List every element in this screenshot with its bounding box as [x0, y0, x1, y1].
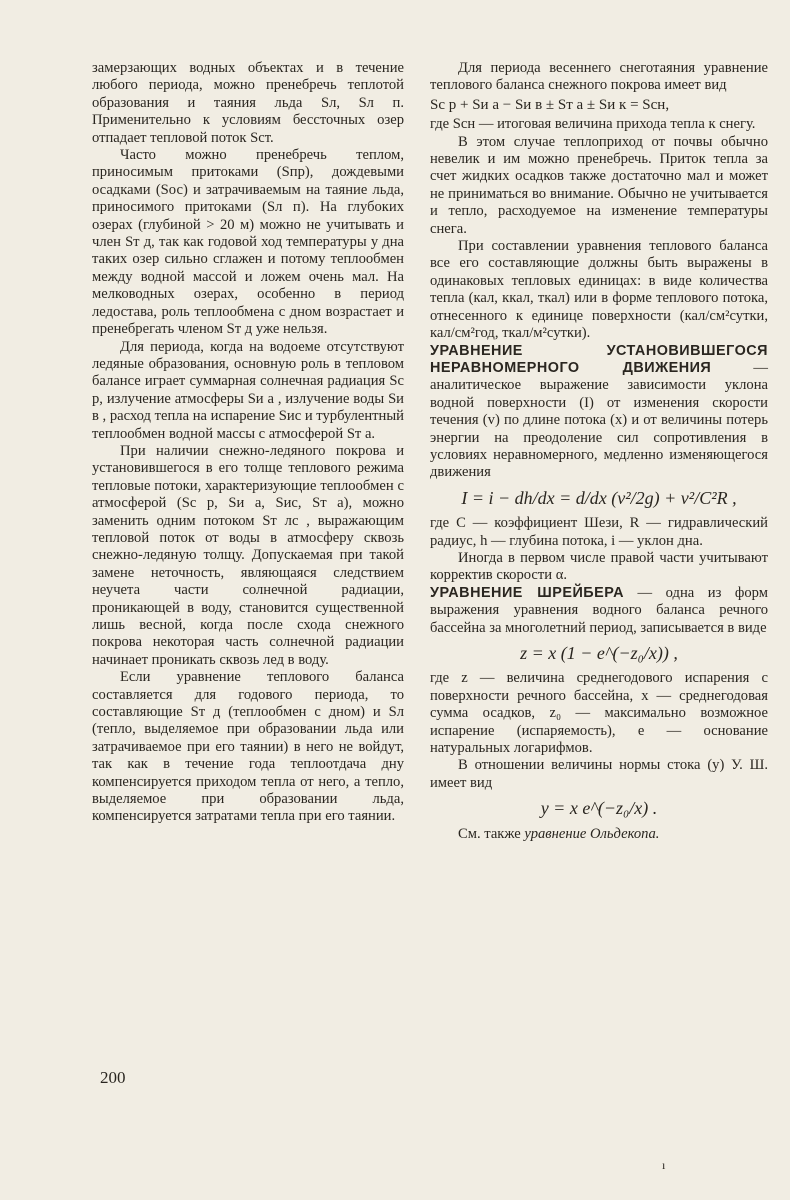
- runoff-norm-formula: y = x e^(−z₀/x) .: [540, 798, 658, 819]
- paragraph: При наличии снежно-ледяного покрова и установившегося в его толще теплового режима тепловые потоки, характеризующие теплообмен с атмосферой (Sс р, Sи а, Sис, Sт а), можно заменить одним потоком Sт лс , выражающим тепловой поток от воды в атмосферу сквозь снежно-ледяную толщу. Допускаемая при такой замене неточность, являющаяся следствием неучета части солнечной радиации, проникающей в воду, становится существенной лишь весной, когда после схода снежного покрова некоторая часть солнечной радиации начинает проникать сквозь лед в воду.: [92, 442, 404, 668]
- nonuniform-flow-formula: I = i − dh/dx = d/dx (v²/2g) + v²/C²R ,: [461, 487, 737, 508]
- entry-schreiber: [430, 585, 768, 637]
- see-also-link[interactable]: уравнение Ольдекопа.: [524, 825, 660, 842]
- entry-heading: УРАВНЕНИЕ ШРЕЙБЕРА: [430, 584, 624, 601]
- entry-definition: — одна из форм выражения уравнения водного баланса речного бассейна за многолетний период, записывается в виде: [430, 584, 768, 636]
- paragraph: Если уравнение теплового баланса составляется для годового периода, то составляющие Sт д (теплообмен с дном) и Sл (тепло, выделяемое при образовании льда или затрачиваемое при его таянии) в него не войдут, так как в течение года теплоотдача дну компенсируется приходом тепла от него, а тепло, выделяемое при образовании льда, компенсируется затратами тепла при его таянии.: [92, 669, 404, 825]
- entry-heading: УРАВНЕНИЕ УСТАНОВИВШЕГОСЯ НЕРАВНОМЕРНОГО ДВИЖЕНИЯ: [430, 342, 768, 376]
- entry-definition: — аналитическое выражение зависимости уклона водной поверхности (I) от изменения скорости течения (v) по длине потока (x) и от величины потерь энергии на преодоление сил сопротивления в условиях неравномерного, медленно изменяющегося движения: [430, 359, 768, 481]
- schreiber-formula: z = x (1 − e^(−z₀/x)) ,: [520, 643, 678, 663]
- paragraph: где C — коэффициент Шези, R — гидравлический радиус, h — глубина потока, i — уклон дна.: [430, 515, 768, 549]
- paragraph: где Sсн — итоговая величина прихода тепла к снегу.: [430, 116, 756, 133]
- see-also: [430, 826, 768, 843]
- paragraph: где z — величина среднегодового испарения с поверхности речного бассейна, x — среднегодовая сумма осадков, z₀ — максимально возможное испарение (испаряемость), e — основание натуральных логарифмов.: [430, 670, 768, 757]
- paragraph: В отношении величины нормы стока (y) У. Ш. имеет вид: [430, 757, 768, 791]
- left-column: [92, 60, 404, 826]
- paragraph: Для периода весеннего снеготаяния уравнение теплового баланса снежного покрова имеет вид: [430, 60, 768, 94]
- right-column: [430, 60, 768, 843]
- see-also-prefix: См. также: [458, 825, 525, 842]
- paragraph: В этом случае теплоприход от почвы обычно невелик и им можно пренебречь. Приток тепла за счет жидких осадков также достаточно мал и может не приниматься во внимание. Обычно не учитывается и тепло, расходуемое на изменение температуры снега.: [430, 133, 768, 237]
- corner-mark: ı: [662, 1158, 666, 1172]
- snow-balance-formula: Sс р + Sи а − Sи в ± Sт а ± Sи к = Sсн,: [430, 96, 670, 113]
- paragraph: При составлении уравнения теплового баланса все его составляющие должны быть выражены в одинаковых тепловых единицах: в виде количества тепла (кал, ккал, ткал) или в форме теплового потока, отнесенного к единице поверхности (кал/см²сутки, кал/см²год, ткал/м²сутки).: [430, 238, 768, 342]
- paragraph: Часто можно пренебречь теплом, приносимым притоками (Sпр), дождевыми осадками (Sос) и затрачиваемым на таяние льда, приносимого притоками (Sл п). На глубоких озерах (глубиной > 20 м) можно не учитывать и член Sт д, так как годовой ход температуры у дна таких озер сильно сглажен и потому теплообмен между водной массой и ложем очень мал. На мелководных озерах, особенно в период ледостава, роль теплообмена с дном возрастает и пренебрегать членом Sт д уже нельзя.: [92, 147, 404, 338]
- page-number: 200: [100, 1068, 126, 1087]
- paragraph: замерзающих водных объектах и в течение любого периода, можно пренебречь теплотой образования и таяния льда Sл, Sл п. Применительно к условиям бессточных озер отпадает тепловой поток Sст.: [92, 60, 404, 146]
- paragraph: Иногда в первом числе правой части учитывают корректив скорости α.: [430, 549, 768, 584]
- paragraph: Для периода, когда на водоеме отсутствуют ледяные образования, основную роль в тепловом балансе играет суммарная солнечная радиация Sс р, излучение атмосферы Sи а , излучение воды Sи в , расход тепла на испарение Sис и турбулентный теплообмен водной массы с атмосферой Sт а.: [92, 338, 404, 442]
- entry-nonuniform-flow: [430, 343, 768, 482]
